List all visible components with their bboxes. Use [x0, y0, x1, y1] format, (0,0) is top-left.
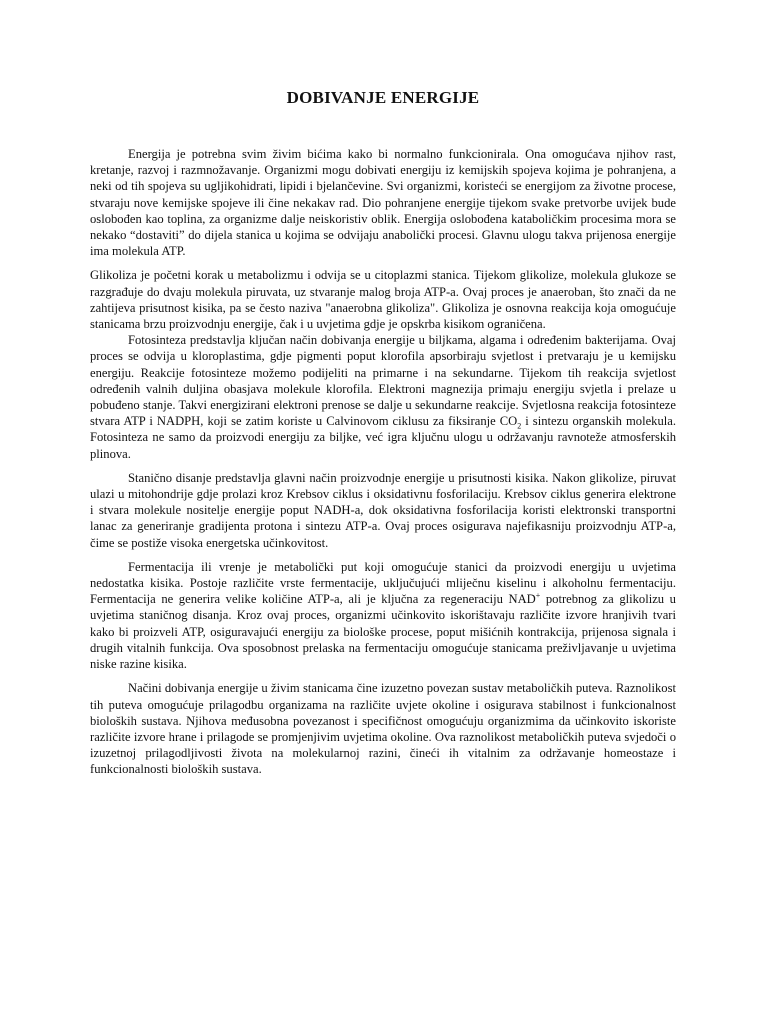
paragraph-glycolysis: Glikoliza je početni korak u metabolizmu i odvija se u citoplazmi stanica. Tijekom glikolize, molekula glukoze se razgrađuje do dvaju molekula piruvata, uz stvaranje malog broja ATP-a. Ovaj proces je anaeroban, što znači da ne zahtijeva prisutnost kisika, pa se često naziva "anaerobna glikoliza". Glikoliza je osnovna reakcija koja omogućuje stanicama brzu proizvodnju energije, čak i u uvjetima gdje je opskrba kisikom ograničena. [90, 268, 676, 332]
fermentation-text-part-1: Fermentacija ili vrenje je metabolički put koji omogućuje stanici da proizvodi energiju u uvjetima nedostatka kisika. Postoje različite vrste fermentacije, uključujući mliječnu kiselinu i alkoholnu fermentaciju. Fermentacija ne generira velike količine ATP-a, ali je ključna za regeneraciju NAD [90, 559, 676, 607]
co2-subscript: 2 [517, 421, 522, 431]
paragraph-conclusion: Načini dobivanja energije u živim stanicama čine izuzetno povezan sustav metaboličkih puteva. Raznolikost tih puteva omogućuje prilagodbu organizama na različite uvjete okoline i osigurava stabilnost i funkcionalnost bioloških sustava. Njihova međusobna povezanost i specifičnost omogućuju organizmima da učinkovito iskoriste različite izvore hrane i prilagode se promjenjivim uvjetima okoline. Ova raznolikost metaboličkih puteva svjedoči o izuzetnoj prilagodljivosti života na molekularnoj razini, čineći ih vitalnim za održavanje homeostaze i funkcionalnosti bioloških sustava. [90, 681, 676, 777]
paragraph-energy-intro: Energija je potrebna svim živim bićima kako bi normalno funkcionirala. Ona omogućava njihov rast, kretanje, razvoj i razmnožavanje. Organizmi mogu dobivati energiju iz kemijskih spojeva kojima je pohranjena, a neki od tih spojeva su ugljikohidrati, lipidi i bjelančevine. Svi organizmi, koristeći se energijom za životne procese, stvaraju nove kemijske spojeve ili čine nekakav rad. Dio pohranjene energije tijekom svake pretvorbe uvijek bude oslobođen kao toplina, za organizme dalje neiskoristiv oblik. Energija oslobođena kataboličkim procesima mora se nekako “dostaviti” do dijela stanica u kojima se odvijaju anabolički procesi. Glavnu ulogu takva prijenosa energije ima molekula ATP. [90, 147, 676, 259]
paragraph-fermentation [90, 559, 676, 672]
paragraph-photosynthesis [90, 332, 676, 462]
document-title: DOBIVANJE ENERGIJE [286, 88, 480, 107]
document-page [90, 0, 676, 1024]
photosynthesis-text-part-2: i sintezu organskih molekula. Fotosinteza ne samo da proizvodi energiju za biljke, već igra ključnu ulogu u održavanju ravnoteže atmosferskih plinova. [90, 414, 676, 461]
document-body [90, 146, 676, 778]
photosynthesis-text-part-1: Fotosinteza predstavlja ključan način dobivanja energije u biljkama, algama i određenim bakterijama. Ovaj proces se odvija u kloroplastima, gdje pigmenti poput klorofila apsorbiraju svjetlost i pretvaraju je u kemijsku energiju. Reakcije fotosinteze možemo podijeliti na primarne i na sekundarne. Tijekom tih reakcija svjetlost određenih valnih duljina obasjava molekule klorofila. Elektroni magnezija primaju energiju svjetla i prelaze u pobuđeno stanje. Takvi energizirani elektroni prenose se dalje u sekundarne reakcije. Svjetlosna reakcija fotosinteze stvara ATP i NADPH, koji se zatim koriste u Calvinovom ciklusu za fiksiranje CO [90, 333, 676, 429]
fermentation-text-part-2: potrebnog za glikolizu u uvjetima staničnog disanja. Kroz ovaj proces, organizmi učinkovito iskorištavaju različite izvore hranjivih tvari kako bi proizveli ATP, osiguravajući energiju za biološke procese, poput mišićnih kontrakcija, prijenosa signala i drugih vitalnih funkcija. Ova sposobnost prelaska na fermentaciju omogućuje stanicama preživljavanje u uvjetima niske razine kisika. [90, 592, 676, 672]
nad-superscript: + [535, 591, 541, 601]
paragraph-cellular-respiration: Stanično disanje predstavlja glavni način proizvodnje energije u prisutnosti kisika. Nakon glikolize, piruvat ulazi u mitohondrije gdje prolazi kroz Krebsov ciklus i oksidativnu fosforilaciju. Krebsov ciklus generira elektrone i stvara molekule nositelje energije poput NADH-a, dok oksidativna fosforilacija koristi elektronski transportni lanac za generiranje gradijenta protona i sintezu ATP-a. Ovaj proces osigurava najefikasniju proizvodnju ATP-a, čime se postiže visoka energetska učinkovitost. [90, 470, 676, 550]
